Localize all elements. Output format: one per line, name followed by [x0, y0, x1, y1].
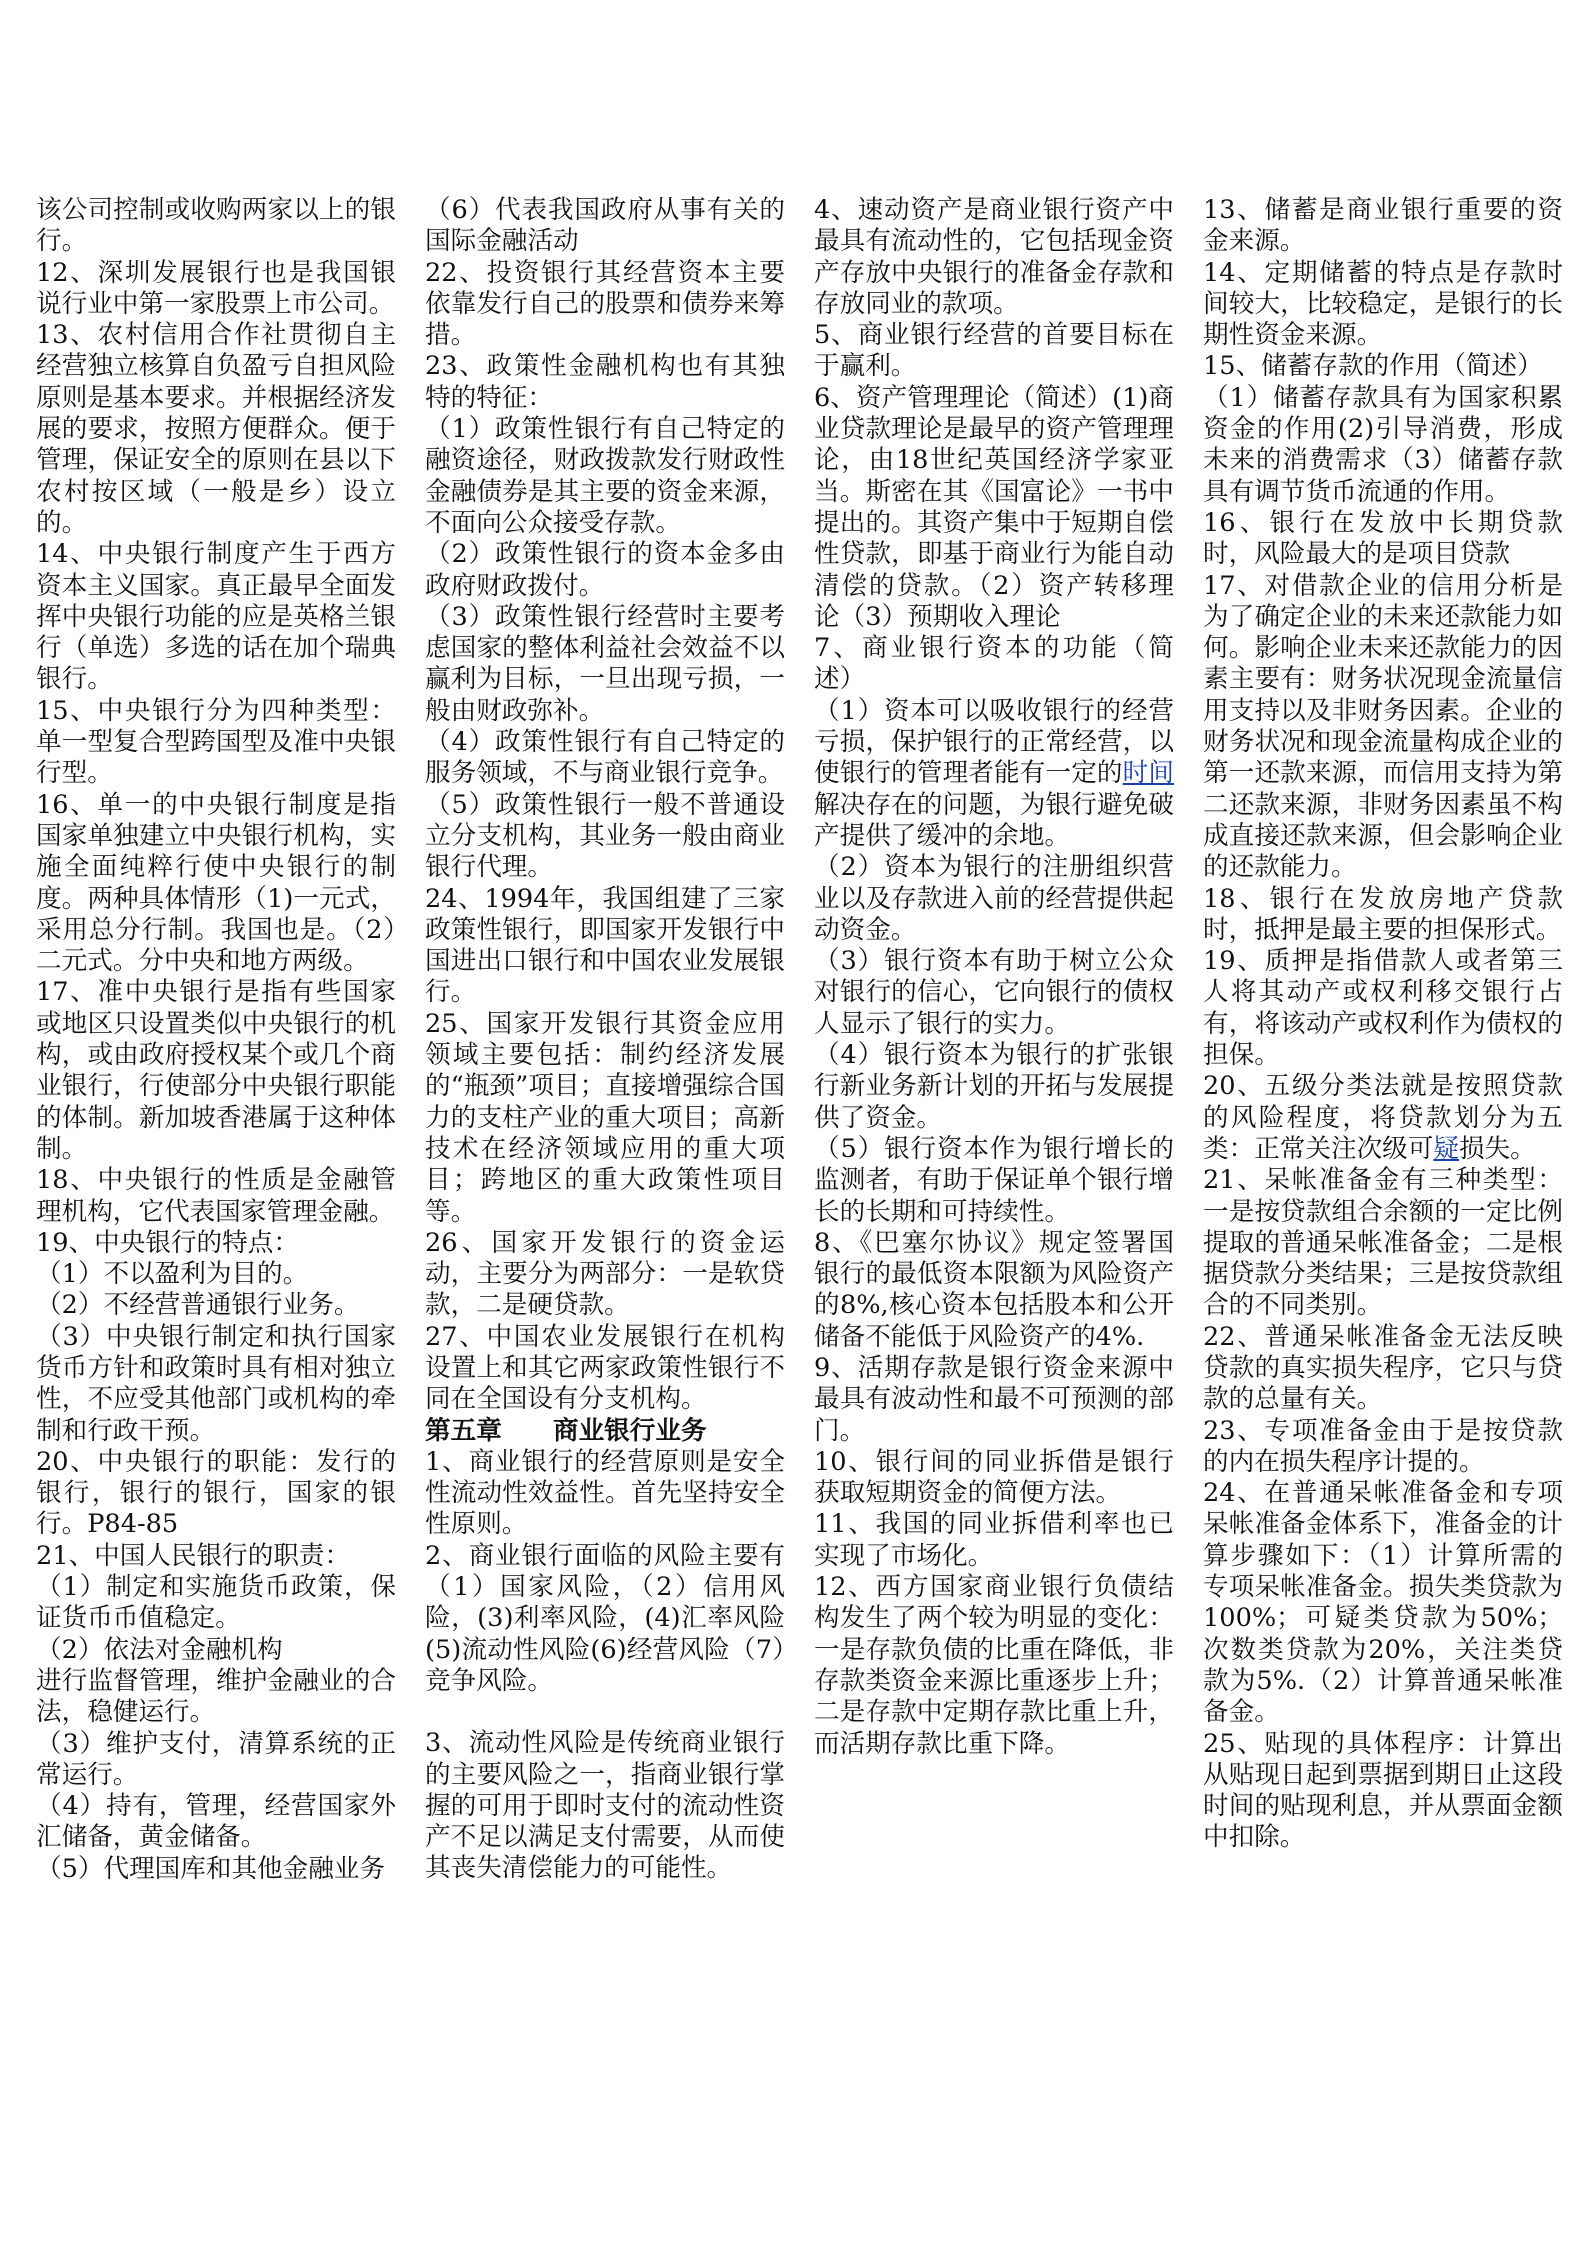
- paragraph: [1203, 1071, 1563, 1165]
- paragraph: （2）依法对金融机构: [36, 1634, 283, 1665]
- paragraph: 18、银行在发放房地产贷款时，抵押是最主要的担保形式。: [1203, 883, 1563, 945]
- paragraph: 17、对借款企业的信用分析是为了确定企业的未来还款能力如何。影响企业未来还款能力的因素主要有：财务状况现金流量信用支持以及非财务因素。企业的财务状况和现金流量构成企业的第一还款来源，而信用支持为第二还款来源，非财务因素虽不构成直接还款来源，但会影响企业的还款能力。: [1203, 570, 1563, 883]
- paragraph: （1）储蓄存款具有为国家积累资金的作用(2)引导消费，形成未来的消费需求（3）储蓄存款具有调节货币流通的作用。: [1203, 382, 1563, 507]
- text-column-2: [425, 195, 785, 2075]
- paragraph: （4）政策性银行有自己特定的服务领域，不与商业银行竞争。: [425, 727, 785, 789]
- paragraph: 9、活期存款是银行资金来源中最具有波动性和最不可预测的部门。: [814, 1352, 1174, 1446]
- paragraph: 22、普通呆帐准备金无法反映贷款的真实损失程序，它只与贷款的总量有关。: [1203, 1321, 1563, 1415]
- paragraph: 该公司控制或收购两家以上的银行。: [36, 195, 396, 257]
- paragraph: （3）维护支付，清算系统的正常运行。: [36, 1728, 396, 1790]
- paragraph: 21、中国人民银行的职责：: [36, 1540, 351, 1571]
- paragraph: 4、速动资产是商业银行资产中最具有流动性的，它包括现金资产存放中央银行的准备金存款和存放同业的款项。: [814, 195, 1174, 319]
- paragraph: （4）持有，管理，经营国家外汇储备，黄金储备。: [36, 1791, 396, 1853]
- paragraph: （2）政策性银行的资本金多由政府财政拨付。: [425, 539, 785, 601]
- paragraph-text: 损失。: [1458, 1133, 1536, 1164]
- paragraph: 进行监督管理，维护金融业的合法，稳健运行。: [36, 1665, 396, 1728]
- paragraph: （1）制定和实施货币政策，保证货币币值稳定。: [36, 1572, 396, 1634]
- paragraph: 22、投资银行其经营资本主要依靠发行自己的股票和债券来筹措。: [425, 257, 785, 351]
- paragraph: 13、农村信用合作社贯彻自主经营独立核算自负盈亏自担风险原则是基本要求。并根据经济发展的要求，按照方便群众。便于管理，保证安全的原则在县以下农村按区域（一般是乡）设立的。: [36, 320, 396, 538]
- chapter-heading: 第五章 商业银行业务: [425, 1415, 707, 1446]
- text-column-3: [814, 195, 1174, 2075]
- paragraph: 19、中央银行的特点：: [36, 1227, 299, 1258]
- paragraph: 12、西方国家商业银行负债结构发生了两个较为明显的变化：一是存款负债的比重在降低，非存款类资金来源比重逐步上升；二是存款中定期存款比重上升，而活期存款比重下降。: [814, 1572, 1174, 1759]
- hyperlink[interactable]: 疑: [1433, 1133, 1459, 1164]
- blank-line: [425, 1697, 785, 1728]
- paragraph: （5）代理国库和其他金融业务: [36, 1853, 386, 1884]
- paragraph: （1）不以盈利为目的。: [36, 1259, 309, 1290]
- text-column-4: [1203, 195, 1563, 2075]
- paragraph: （2）不经营普通银行业务。: [36, 1290, 360, 1321]
- paragraph: （1）政策性银行有自己特定的融资途径，财政拨款发行财政性金融债券是其主要的资金来源，不面向公众接受存款。: [425, 414, 785, 538]
- paragraph: 6、资产管理理论（简述）(1)商业贷款理论是最早的资产管理理论，由18世纪英国经济学家亚当。斯密在其《国富论》一书中提出的。其资产集中于短期自偿性贷款，即基于商业行为能自动清偿的贷款。（2）资产转移理论（3）预期收入理论: [814, 382, 1174, 632]
- paragraph: 26、国家开发银行的资金运动，主要分为两部分：一是软贷款，二是硬贷款。: [425, 1227, 785, 1321]
- paragraph: （3）中央银行制定和执行国家货币方针和政策时具有相对独立性，不应受其他部门或机构的牵制和行政干预。: [36, 1321, 396, 1446]
- paragraph: 14、定期储蓄的特点是存款时间较大，比较稳定，是银行的长期性资金来源。: [1203, 257, 1563, 351]
- hyperlink[interactable]: 时间: [1122, 758, 1174, 789]
- paragraph: 14、中央银行制度产生于西方资本主义国家。真正最早全面发挥中央银行功能的应是英格兰银行（单选）多选的话在加个瑞典银行。: [36, 539, 396, 695]
- paragraph: 16、单一的中央银行制度是指国家单独建立中央银行机构，实施全面纯粹行使中央银行的制度。两种具体情形（1)一元式，采用总分行制。我国也是。（2）二元式。分中央和地方两级。: [36, 789, 396, 977]
- paragraph: 13、储蓄是商业银行重要的资金来源。: [1203, 195, 1563, 257]
- paragraph: （3）银行资本有助于树立公众对银行的信心，它向银行的债权人显示了银行的实力。: [814, 946, 1174, 1039]
- paragraph: （3）政策性银行经营时主要考虑国家的整体利益社会效益不以赢利为目标，一旦出现亏损，一般由财政弥补。: [425, 601, 785, 726]
- paragraph: 23、专项准备金由于是按贷款的内在损失程序计提的。: [1203, 1415, 1563, 1477]
- paragraph: 19、质押是指借款人或者第三人将其动产或权利移交银行占有，将该动产或权利作为债权的担保。: [1203, 946, 1563, 1071]
- paragraph: 10、银行间的同业拆借是银行获取短期资金的简便方法。: [814, 1446, 1174, 1509]
- paragraph: 17、准中央银行是指有些国家或地区只设置类似中央银行的机构，或由政府授权某个或几个商业银行，行使部分中央银行职能的体制。新加坡香港属于这种体制。: [36, 977, 396, 1164]
- paragraph: （5）政策性银行一般不普通设立分支机构，其业务一般由商业银行代理。: [425, 789, 785, 883]
- paragraph: 24、在普通呆帐准备金和专项呆帐准备金体系下，准备金的计算步骤如下：（1）计算所需的专项呆帐准备金。损失类贷款为100%；可疑类贷款为50%；次数类贷款为20%，关注类贷款为5%.（2）计算普通呆帐准备金。: [1203, 1478, 1563, 1728]
- paragraph: 24、1994年，我国组建了三家政策性银行，即国家开发银行中国进出口银行和中国农业发展银行。: [425, 883, 785, 1008]
- paragraph-text: （1）资本可以吸收银行的经营亏损，保护银行的正常经营，以使银行的管理者能有一定的: [814, 695, 1174, 789]
- paragraph: 23、政策性金融机构也有其独特的特征：: [425, 351, 785, 413]
- document-page: [36, 195, 1562, 2075]
- paragraph: 21、呆帐准备金有三种类型：一是按贷款组合余额的一定比例提取的普通呆帐准备金；二是根据贷款分类结果；三是按贷款组合的不同类别。: [1203, 1165, 1563, 1321]
- text-column-1: [36, 195, 396, 2075]
- paragraph: 1、商业银行的经营原则是安全性流动性效益性。首先坚持安全性原则。: [425, 1446, 785, 1540]
- paragraph: 3、流动性风险是传统商业银行的主要风险之一，指商业银行掌握的可用于即时支付的流动性资产不足以满足支付需要，从而使其丧失清偿能力的可能性。: [425, 1728, 785, 1884]
- paragraph: 15、储蓄存款的作用（简述）: [1203, 351, 1543, 382]
- paragraph: 12、深圳发展银行也是我国银说行业中第一家股票上市公司。: [36, 257, 396, 319]
- paragraph: 15、中央银行分为四种类型：单一型复合型跨国型及准中央银行型。: [36, 695, 396, 789]
- paragraph: 25、国家开发银行其资金应用领域主要包括：制约经济发展的“瓶颈”项目；直接增强综合国力的支柱产业的重大项目；高新技术在经济领域应用的重大项目；跨地区的重大政策性项目等。: [425, 1008, 785, 1227]
- paragraph: 2、商业银行面临的风险主要有（1）国家风险，（2）信用风险，(3)利率风险，(4)汇率风险(5)流动性风险(6)经营风险（7）竞争风险。: [425, 1540, 785, 1696]
- paragraph: 5、商业银行经营的首要目标在于赢利。: [814, 320, 1174, 382]
- paragraph: 27、中国农业发展银行在机构设置上和其它两家政策性银行不同在全国设有分支机构。: [425, 1321, 785, 1415]
- paragraph-text: 解决存在的问题，为银行避免破产提供了缓冲的余地。: [814, 789, 1174, 851]
- paragraph-text: 20、五级分类法就是按照贷款的风险程度，将贷款划分为五类：正常关注次级可: [1203, 1071, 1563, 1164]
- paragraph: 11、我国的同业拆借利率也已实现了市场化。: [814, 1509, 1174, 1571]
- paragraph: （4）银行资本为银行的扩张银行新业务新计划的开拓与发展提供了资金。: [814, 1040, 1174, 1133]
- paragraph: 7、商业银行资本的功能（简述）: [814, 633, 1174, 695]
- paragraph: （6）代表我国政府从事有关的国际金融活动: [425, 195, 785, 257]
- paragraph: 20、中央银行的职能：发行的银行，银行的银行，国家的银行。P84-85: [36, 1446, 396, 1540]
- paragraph: 18、中央银行的性质是金融管理机构，它代表国家管理金融。: [36, 1165, 396, 1227]
- paragraph: （2）资本为银行的注册组织营业以及存款进入前的经营提供起动资金。: [814, 852, 1174, 945]
- paragraph: 8、《巴塞尔协议》规定签署国银行的最低资本限额为风险资产的8%,核心资本包括股本和公开储备不能低于风险资产的4%.: [814, 1227, 1174, 1352]
- paragraph: 25、贴现的具体程序：计算出从贴现日起到票据到期日止这段时间的贴现利息，并从票面金额中扣除。: [1203, 1728, 1563, 1853]
- paragraph: （5）银行资本作为银行增长的监测者，有助于保证单个银行增长的长期和可持续性。: [814, 1133, 1174, 1227]
- paragraph: 16、银行在发放中长期贷款时，风险最大的是项目贷款: [1203, 507, 1563, 570]
- paragraph: [814, 696, 1174, 852]
